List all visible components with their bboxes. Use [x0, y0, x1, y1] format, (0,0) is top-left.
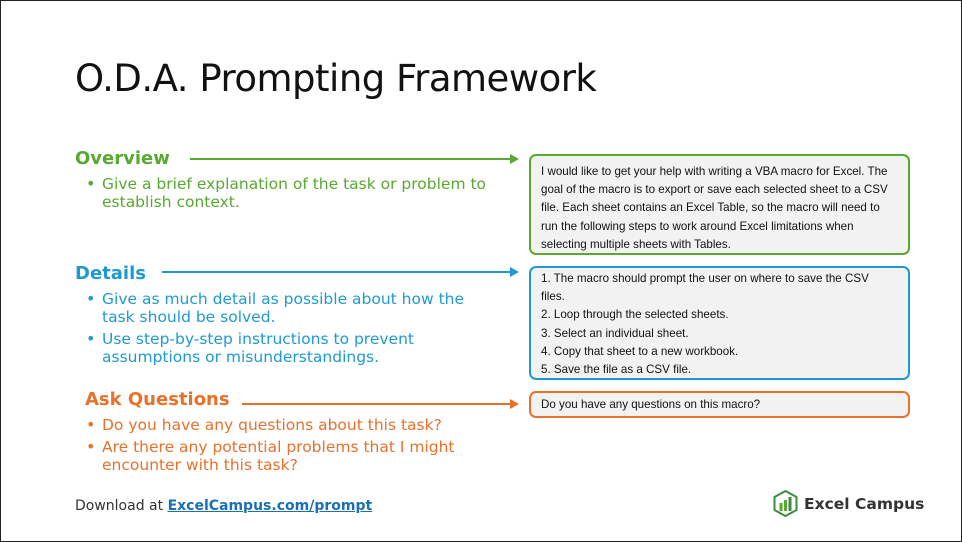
footer-prefix: Download at [75, 498, 168, 514]
ask-bullet: • Do you have any questions about this task? [76, 416, 496, 434]
details-step: 2. Loop through the selected sheets. [541, 308, 729, 322]
ask-bullet: • Are there any potential problems that I might encounter with this task? [76, 438, 496, 474]
details-heading: Details [75, 263, 146, 284]
details-prompt-box [529, 266, 910, 380]
ask-heading: Ask Questions [85, 389, 230, 410]
slide-title: O.D.A. Prompting Framework [75, 57, 597, 100]
details-step: 4. Copy that sheet to a new workbook. [541, 344, 739, 358]
overview-bullet: • Give a brief explanation of the task or problem to establish context. [76, 175, 496, 211]
overview-heading: Overview [75, 148, 170, 169]
details-step: 3. Select an individual sheet. [541, 326, 689, 340]
download-link[interactable]: ExcelCampus.com/prompt [167, 498, 373, 514]
ask-prompt-text: Do you have any questions on this macro? [541, 398, 761, 411]
ask-prompt-box [529, 391, 910, 418]
details-bullet: • Use step-by-step instructions to prevent assumptions or misunderstandings. [76, 330, 496, 366]
ask-bullets [76, 416, 496, 478]
details-arrow [162, 267, 519, 277]
details-bullets [76, 290, 496, 370]
logo-wordmark: Excel Campus [804, 494, 925, 513]
overview-prompt-text: I would like to get your help with writing a VBA macro for Excel. The goal of the macro is to export or save each selected sheet to a CSV file. Each sheet contains an Excel Table, so the macro will need to run the following steps to work around Excel limitations when selecting multiple sheets with Tables. [541, 165, 888, 251]
details-bullet: • Give as much detail as possible about how the task should be solved. [76, 290, 496, 326]
details-step: 1. The macro should prompt the user on where to save the CSV [541, 272, 869, 285]
overview-arrow [190, 154, 519, 164]
footer [75, 498, 372, 514]
details-step: 5. Save the file as a CSV file. [541, 363, 692, 377]
overview-bullets [76, 175, 496, 215]
excel-campus-logo-icon [773, 490, 798, 517]
details-step: files. [541, 290, 565, 304]
ask-arrow [242, 399, 519, 409]
overview-prompt-box [529, 154, 910, 255]
excel-campus-logo [773, 490, 924, 517]
